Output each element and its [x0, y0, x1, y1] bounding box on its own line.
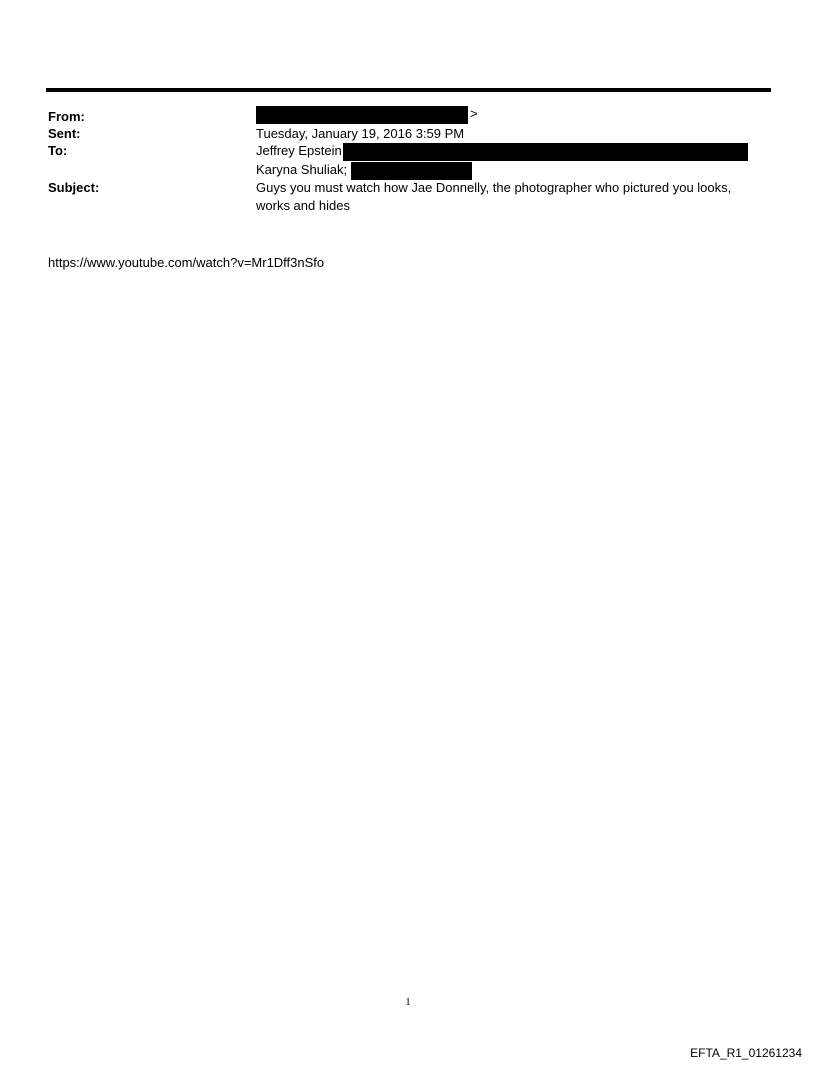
redaction-block [256, 106, 468, 124]
subject-line-2: works and hides [256, 198, 350, 213]
sent-value: Tuesday, January 19, 2016 3:59 PM [256, 126, 465, 141]
subject-label: Subject: [48, 180, 100, 195]
sent-label: Sent: [48, 126, 81, 141]
header-divider [46, 88, 771, 92]
redaction-block [351, 162, 472, 180]
page-number: 1 [405, 996, 411, 1008]
to-recipient-1: Jeffrey Epstein [256, 143, 342, 158]
from-value [256, 106, 478, 124]
bates-number: EFTA_R1_01261234 [690, 1046, 802, 1060]
to-recipient-2: Karyna Shuliak; [256, 162, 348, 177]
redaction-block [343, 143, 748, 161]
to-label: To: [48, 143, 68, 158]
from-suffix: > [470, 106, 478, 121]
from-label: From: [48, 109, 85, 124]
subject-line-1: Guys you must watch how Jae Donnelly, the photographer who pictured you looks, [256, 180, 732, 195]
to-line-1 [256, 143, 748, 161]
body-link[interactable]: https://www.youtube.com/watch?v=Mr1Dff3nSfo [48, 255, 325, 270]
to-line-2 [256, 162, 472, 180]
